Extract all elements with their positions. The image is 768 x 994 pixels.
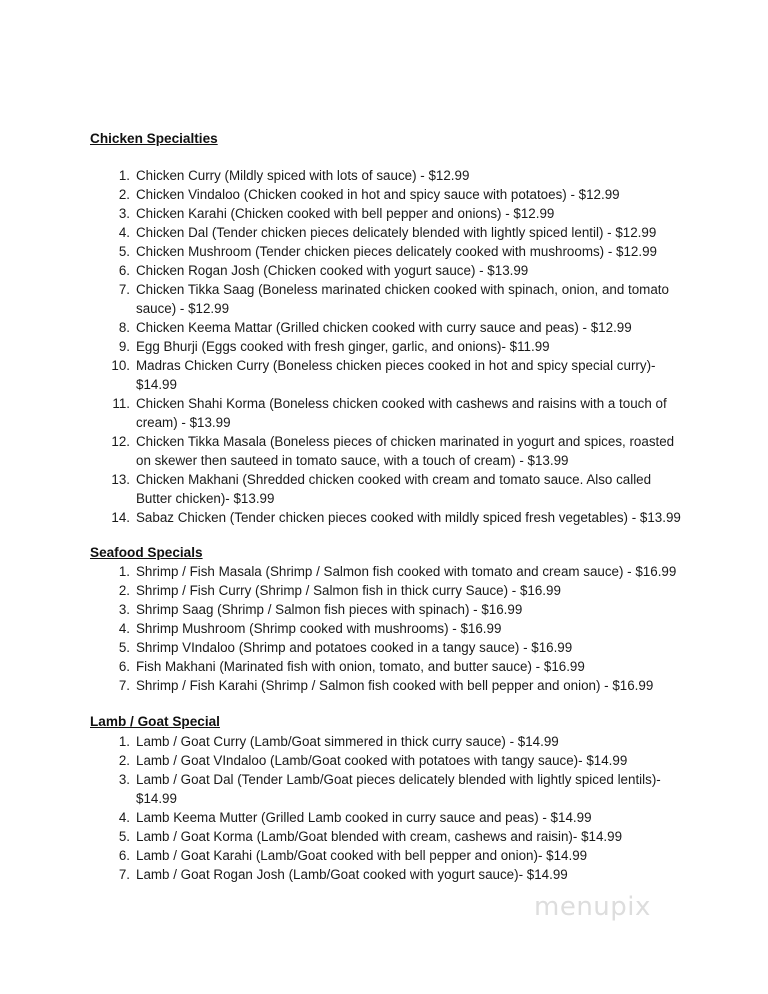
menu-item-text: Chicken Keema Mattar (Grilled chicken cooked with curry sauce and peas) - $12.99 [136,320,632,335]
menu-item-text: Chicken Makhani (Shredded chicken cooked with cream and tomato sauce. Also called Butter chicken)- $13.99 [136,472,652,506]
menu-item-text: Lamb / Goat Curry (Lamb/Goat simmered in thick curry sauce) - $14.99 [136,734,559,749]
menu-item-number: 3. [118,602,130,617]
menu-item-text: Lamb / Goat VIndaloo (Lamb/Goat cooked with potatoes with tangy sauce)- $14.99 [136,753,628,768]
menu-item-number: 1. [118,734,130,749]
chicken-specialties-list [108,166,688,527]
menu-item [108,337,688,356]
menu-item-number: 2. [118,583,130,598]
menu-item-text: Lamb Keema Mutter (Grilled Lamb cooked in curry sauce and peas) - $14.99 [136,810,592,825]
menu-item-text: Chicken Tikka Masala (Boneless pieces of chicken marinated in yogurt and spices, roasted on skewer then sauteed in tomato sauce, with a touch of cream) - $13.99 [136,434,675,468]
menu-item [108,657,688,676]
menu-item-text: Shrimp / Fish Masala (Shrimp / Salmon fish cooked with tomato and cream sauce) - $16.99 [136,564,677,579]
menu-item-text: Chicken Mushroom (Tender chicken pieces delicately cooked with mushrooms) - $12.99 [136,244,657,259]
menu-item [108,223,688,242]
menu-item [108,470,688,508]
menu-item-text: Chicken Vindaloo (Chicken cooked in hot and spicy sauce with potatoes) - $12.99 [136,187,620,202]
menu-item-text: Chicken Rogan Josh (Chicken cooked with yogurt sauce) - $13.99 [136,263,529,278]
menu-item-number: 13. [111,472,130,487]
menu-item-number: 11. [112,396,130,411]
menu-item-number: 4. [118,810,130,825]
menu-item [108,204,688,223]
menu-item-text: Madras Chicken Curry (Boneless chicken pieces cooked in hot and spicy special curry)- $14.99 [136,358,656,392]
menu-item-text: Shrimp / Fish Curry (Shrimp / Salmon fish in thick curry Sauce) - $16.99 [136,583,561,598]
menu-item-number: 10. [111,358,130,373]
menu-item-text: Shrimp VIndaloo (Shrimp and potatoes cooked in a tangy sauce) - $16.99 [136,640,573,655]
menu-item [108,770,688,808]
menu-item-number: 2. [118,753,130,768]
menu-item [108,827,688,846]
menu-item [108,619,688,638]
menu-item-text: Lamb / Goat Korma (Lamb/Goat blended with cream, cashews and raisin)- $14.99 [136,829,623,844]
menupix-watermark: menupix [534,892,651,922]
menu-item [108,562,688,581]
menu-item-text: Chicken Dal (Tender chicken pieces delicately blended with lightly spiced lentil) - $12.99 [136,225,657,240]
menu-item-number: 3. [118,206,130,221]
menu-item-number: 12. [111,434,130,449]
menu-item-text: Sabaz Chicken (Tender chicken pieces cooked with mildly spiced fresh vegetables) - $13.99 [136,510,681,525]
menu-item-text: Lamb / Goat Karahi (Lamb/Goat cooked with bell pepper and onion)- $14.99 [136,848,588,863]
menu-item [108,846,688,865]
menu-item [108,508,688,527]
menu-item-text: Chicken Curry (Mildly spiced with lots of sauce) - $12.99 [136,168,470,183]
menu-item-number: 4. [118,621,130,636]
menu-item [108,280,688,318]
menu-item-number: 7. [118,282,130,297]
menu-item [108,394,688,432]
menu-item-number: 4. [118,225,130,240]
menu-item-number: 5. [118,640,130,655]
menu-item [108,600,688,619]
menu-item-number: 2. [118,187,130,202]
menu-item [108,732,688,751]
menu-item [108,166,688,185]
menu-item-number: 8. [118,320,130,335]
menu-item-text: Fish Makhani (Marinated fish with onion, tomato, and butter sauce) - $16.99 [136,659,585,674]
menu-item-text: Shrimp / Fish Karahi (Shrimp / Salmon fish cooked with bell pepper and onion) - $16.99 [136,678,654,693]
menu-item-text: Chicken Tikka Saag (Boneless marinated chicken cooked with spinach, onion, and tomato sauce) - $12.99 [136,282,669,316]
menu-item-number: 6. [118,659,130,674]
menu-item-text: Chicken Shahi Korma (Boneless chicken cooked with cashews and raisins with a touch of cream) - $13.99 [136,396,667,430]
menu-item [108,676,688,695]
section-title-chicken-specialties: Chicken Specialties [90,131,218,146]
menu-item-number: 5. [118,829,130,844]
menu-item [108,751,688,770]
menu-item [108,242,688,261]
menu-item-number: 14. [111,510,130,525]
menu-item [108,356,688,394]
menu-item-number: 7. [118,867,130,882]
menu-item [108,318,688,337]
menu-item [108,185,688,204]
lamb-goat-special-list [108,732,688,884]
menu-item-number: 5. [118,244,130,259]
menu-item [108,865,688,884]
menu-item-number: 7. [118,678,130,693]
seafood-specials-list [108,562,688,695]
menu-item-number: 3. [118,772,130,787]
menu-item-text: Lamb / Goat Dal (Tender Lamb/Goat pieces delicately blended with lightly spiced lentils)- $14.99 [136,772,661,806]
menu-item-number: 1. [118,168,130,183]
menu-item-text: Chicken Karahi (Chicken cooked with bell pepper and onions) - $12.99 [136,206,555,221]
menu-item-text: Shrimp Saag (Shrimp / Salmon fish pieces with spinach) - $16.99 [136,602,523,617]
menu-item-text: Shrimp Mushroom (Shrimp cooked with mushrooms) - $16.99 [136,621,502,636]
menu-item-number: 1. [118,564,130,579]
menu-item-number: 9. [118,339,130,354]
menu-item [108,432,688,470]
menu-item-number: 6. [118,848,130,863]
menu-item [108,581,688,600]
section-title-lamb-goat-special: Lamb / Goat Special [90,714,220,729]
menu-item [108,808,688,827]
menu-item-text: Egg Bhurji (Eggs cooked with fresh ginger, garlic, and onions)- $11.99 [136,339,550,354]
section-title-seafood-specials: Seafood Specials [90,545,203,560]
menu-item [108,638,688,657]
menu-item [108,261,688,280]
menu-item-text: Lamb / Goat Rogan Josh (Lamb/Goat cooked with yogurt sauce)- $14.99 [136,867,568,882]
menu-item-number: 6. [118,263,130,278]
